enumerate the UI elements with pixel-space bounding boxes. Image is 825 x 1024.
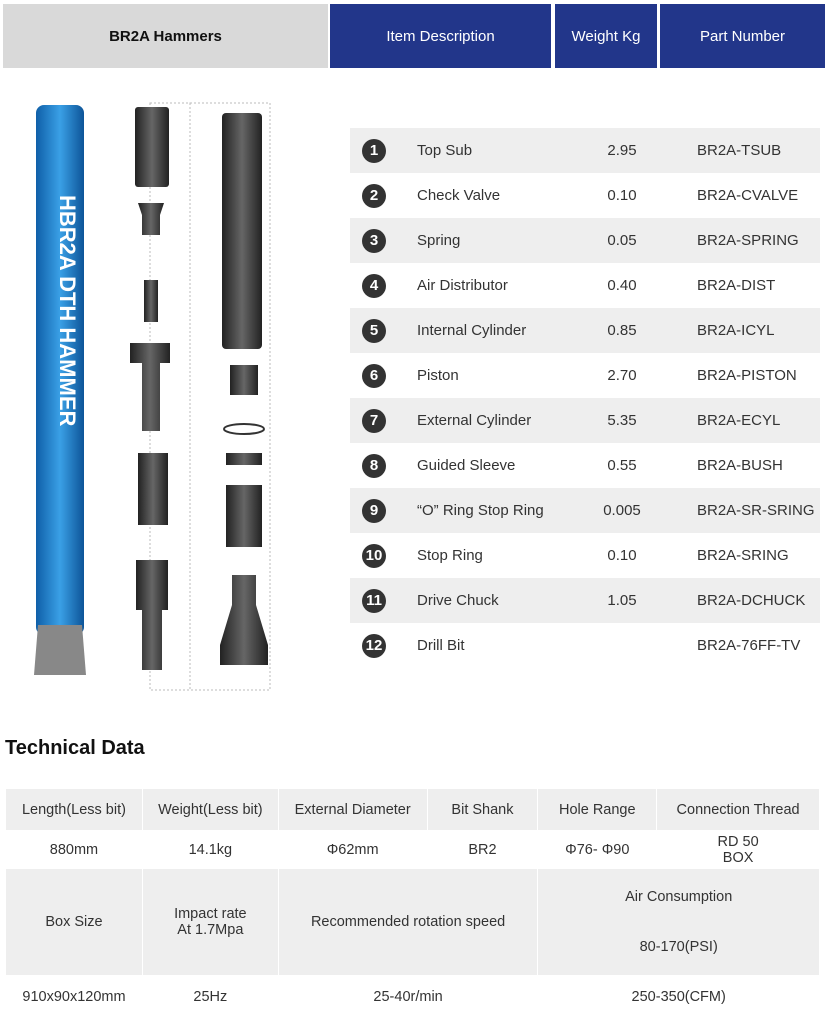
item-number-badge: 5 [362,319,386,343]
item-weight: 0.10 [607,187,637,204]
item-number-badge: 11 [362,589,386,613]
item-part-number: BR2A-PISTON [697,367,797,384]
item-description: Drill Bit [417,637,465,654]
value-cell: 14.1kg [142,831,278,869]
column-header-weight: Weight Kg [555,4,657,68]
value-cell: 25-40r/min [278,976,538,1019]
item-part-number: BR2A-ECYL [697,412,781,429]
header-cell: Length(Less bit) [6,789,143,831]
item-description: Spring [417,232,461,249]
item-weight: 5.35 [607,412,637,429]
value-cell: 880mm [6,831,143,869]
thread-line-1: RD 50 [717,833,759,850]
parts-row [350,398,820,443]
table-row [6,869,820,976]
item-description: Stop Ring [417,547,483,564]
parts-row [350,623,820,668]
item-weight: 0.55 [607,457,637,474]
parts-row [350,533,820,578]
header-cell: Recommended rotation speed [278,869,538,976]
parts-row [350,353,820,398]
air-consumption-label: Air Consumption [625,889,733,905]
item-description: Drive Chuck [417,592,499,609]
item-number-badge: 10 [362,544,386,568]
technical-data-table [5,788,820,1019]
parts-list [350,128,820,668]
assembled-hammer [34,105,86,675]
parts-row [350,128,820,173]
value-cell [657,831,820,869]
item-part-number: BR2A-ICYL [697,322,775,339]
table-row [6,789,820,831]
item-part-number: BR2A-SRING [697,547,789,564]
parts-row [350,173,820,218]
header-cell: Bit Shank [427,789,538,831]
item-description: Top Sub [417,142,473,159]
header-cell [538,869,820,976]
item-part-number: BR2A-DIST [697,277,776,294]
item-part-number: BR2A-SPRING [697,232,799,249]
parts-row [350,443,820,488]
value-cell: 250-350(CFM) [538,976,820,1019]
table-row [6,976,820,1019]
impact-rate-line-1: Impact rate [174,906,247,922]
item-part-number: BR2A-SR-SRING [697,502,815,519]
item-description: Internal Cylinder [417,322,527,339]
item-description: Guided Sleeve [417,457,516,474]
header-cell [142,869,278,976]
item-number-badge: 8 [362,454,386,478]
item-number-badge: 2 [362,184,386,208]
item-part-number: BR2A-76FF-TV [697,637,801,654]
item-number-badge: 4 [362,274,386,298]
item-number-badge: 9 [362,499,386,523]
parts-row [350,308,820,353]
item-weight: 0.10 [607,547,637,564]
item-part-number: BR2A-CVALVE [697,187,799,204]
item-description: Air Distributor [417,277,508,294]
parts-row [350,263,820,308]
item-description: “O” Ring Stop Ring [417,502,544,519]
item-weight: 1.05 [607,592,637,609]
column-header-part-number: Part Number [660,4,825,68]
item-weight: 0.05 [607,232,637,249]
thread-line-2: BOX [722,849,754,866]
table-title: BR2A Hammers [3,4,328,68]
header-cell: Box Size [6,869,143,976]
technical-data-heading: Technical Data [5,737,145,759]
item-weight: 0.40 [607,277,637,294]
value-cell: 910x90x120mm [6,976,143,1019]
parts-row [350,218,820,263]
item-number-badge: 12 [362,634,386,658]
column-header-description: Item Description [330,4,551,68]
header-cell: Connection Thread [657,789,820,831]
item-number-badge: 7 [362,409,386,433]
hammer-label: HBR2A DTH HAMMER [55,195,80,427]
item-weight: 2.95 [607,142,637,159]
header-cell: Weight(Less bit) [142,789,278,831]
parts-row [350,578,820,623]
impact-rate-line-2: At 1.7Mpa [177,922,244,938]
item-description: Check Valve [417,187,501,204]
item-weight: 0.85 [607,322,637,339]
item-description: Piston [417,367,459,384]
item-part-number: BR2A-BUSH [697,457,783,474]
item-part-number: BR2A-TSUB [697,142,782,159]
header-cell: External Diameter [278,789,427,831]
item-number-badge: 3 [362,229,386,253]
item-number-badge: 6 [362,364,386,388]
item-description: External Cylinder [417,412,532,429]
air-pressure: 80-170(PSI) [639,939,718,955]
value-cell: Φ62mm [278,831,427,869]
value-cell: Φ76- Φ90 [538,831,657,869]
item-part-number: BR2A-DCHUCK [697,592,806,609]
item-number-badge: 1 [362,139,386,163]
item-weight: 2.70 [607,367,637,384]
parts-row [350,488,820,533]
hammer-exploded-diagram [0,85,340,695]
header-cell: Hole Range [538,789,657,831]
value-cell: BR2 [427,831,538,869]
item-weight: 0.005 [603,502,641,519]
table-row [6,831,820,869]
value-cell: 25Hz [142,976,278,1019]
